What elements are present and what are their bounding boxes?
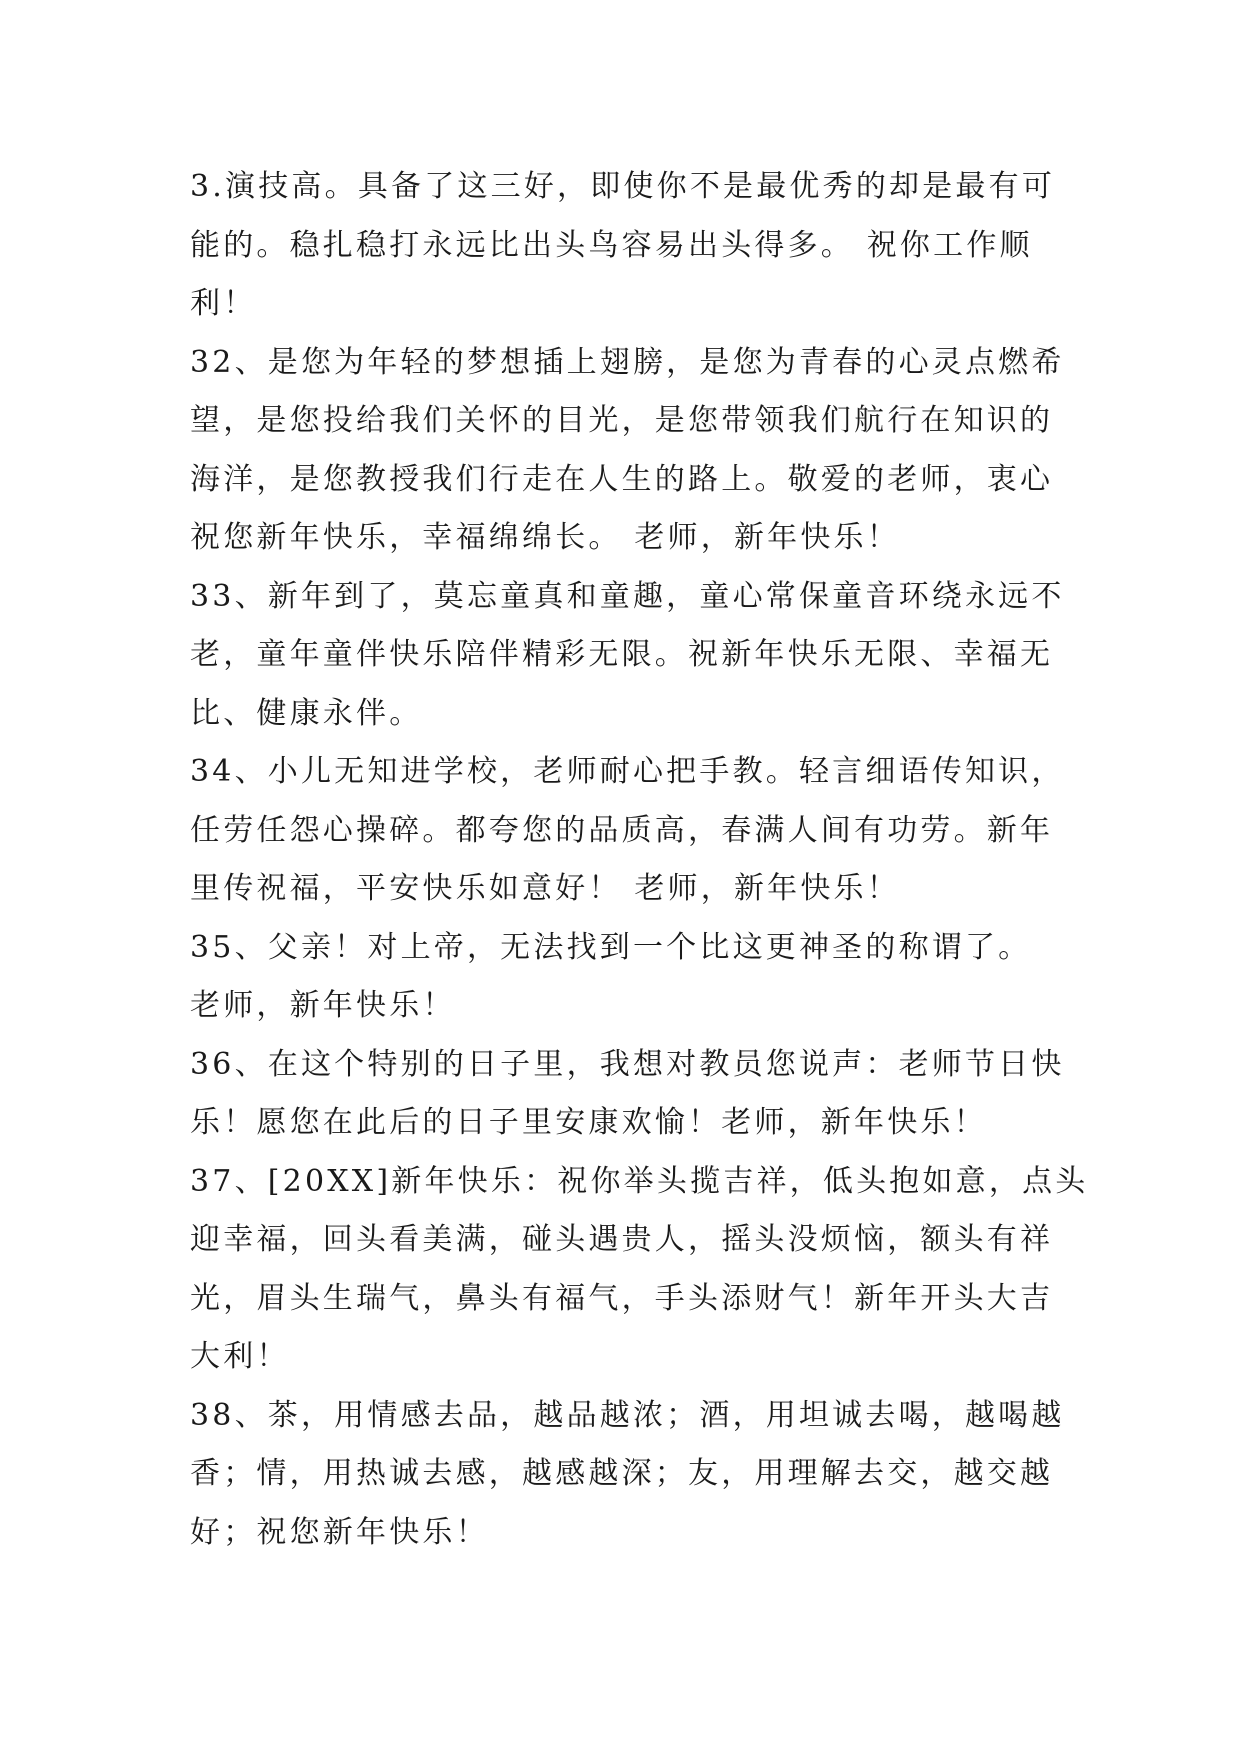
text-line: 迎幸福，回头看美满，碰头遇贵人，摇头没烦恼，额头有祥 — [190, 1222, 1054, 1257]
wish-entry-3 — [190, 158, 1070, 334]
text-line: 利！ — [190, 286, 257, 321]
text-line: 35、父亲！对上帝，无法找到一个比这更神圣的称谓了。 — [190, 929, 1032, 965]
wish-entry-36 — [190, 1036, 1070, 1153]
wish-entry-37 — [190, 1153, 1089, 1387]
text-line: 32、是您为年轻的梦想插上翅膀，是您为青春的心灵点燃希 — [190, 344, 1065, 380]
text-line: 香；情，用热诚去感，越感越深；友，用理解去交，越交越 — [190, 1456, 1054, 1491]
wish-entry-34 — [190, 743, 1070, 919]
text-line: 乐！愿您在此后的日子里安康欢愉！老师，新年快乐！ — [190, 1105, 987, 1140]
text-line: 34、小儿无知进学校，老师耐心把手教。轻言细语传知识， — [190, 754, 1065, 789]
wish-entry-38 — [190, 1387, 1070, 1563]
text-line: 任劳任怨心操碎。都夸您的品质高，春满人间有功劳。新年 — [190, 812, 1054, 848]
text-line: 里传祝福，平安快乐如意好！ 老师，新年快乐！ — [190, 871, 900, 906]
text-line: 38、茶，用情感去品，越品越浓；酒，用坦诚去喝，越喝越 — [190, 1397, 1065, 1433]
text-line: 老师，新年快乐！ — [190, 988, 456, 1023]
text-line: 海洋，是您教授我们行走在人生的路上。敬爱的老师，衷心 — [190, 461, 1054, 497]
wish-entry-32 — [190, 334, 1070, 568]
text-line: 光，眉头生瑞气，鼻头有福气，手头添财气！新年开头大吉 — [190, 1280, 1054, 1316]
wish-entry-33 — [190, 568, 1070, 744]
text-line: 望，是您投给我们关怀的目光，是您带领我们航行在知识的 — [190, 403, 1054, 438]
text-line: 老，童年童伴快乐陪伴精彩无限。祝新年快乐无限、幸福无 — [190, 637, 1054, 672]
text-line: 好；祝您新年快乐！ — [190, 1514, 489, 1550]
document-body — [190, 158, 1089, 1562]
text-line: 大利！ — [190, 1339, 290, 1374]
text-line: 能的。稳扎稳打永远比出头鸟容易出头得多。 祝你工作顺 — [190, 227, 1033, 263]
text-line: 祝您新年快乐，幸福绵绵长。 老师，新年快乐！ — [190, 520, 900, 555]
text-line: 37、[20XX]新年快乐：祝你举头揽吉祥，低头抱如意，点头 — [190, 1163, 1089, 1199]
text-line: 36、在这个特别的日子里，我想对教员您说声：老师节日快 — [190, 1046, 1065, 1082]
wish-entry-35 — [190, 919, 1070, 1036]
text-line: 3.演技高。具备了这三好，即使你不是最优秀的却是最有可 — [190, 169, 1056, 204]
text-line: 33、新年到了，莫忘童真和童趣，童心常保童音环绕永远不 — [190, 578, 1065, 614]
text-line: 比、健康永伴。 — [190, 695, 423, 731]
